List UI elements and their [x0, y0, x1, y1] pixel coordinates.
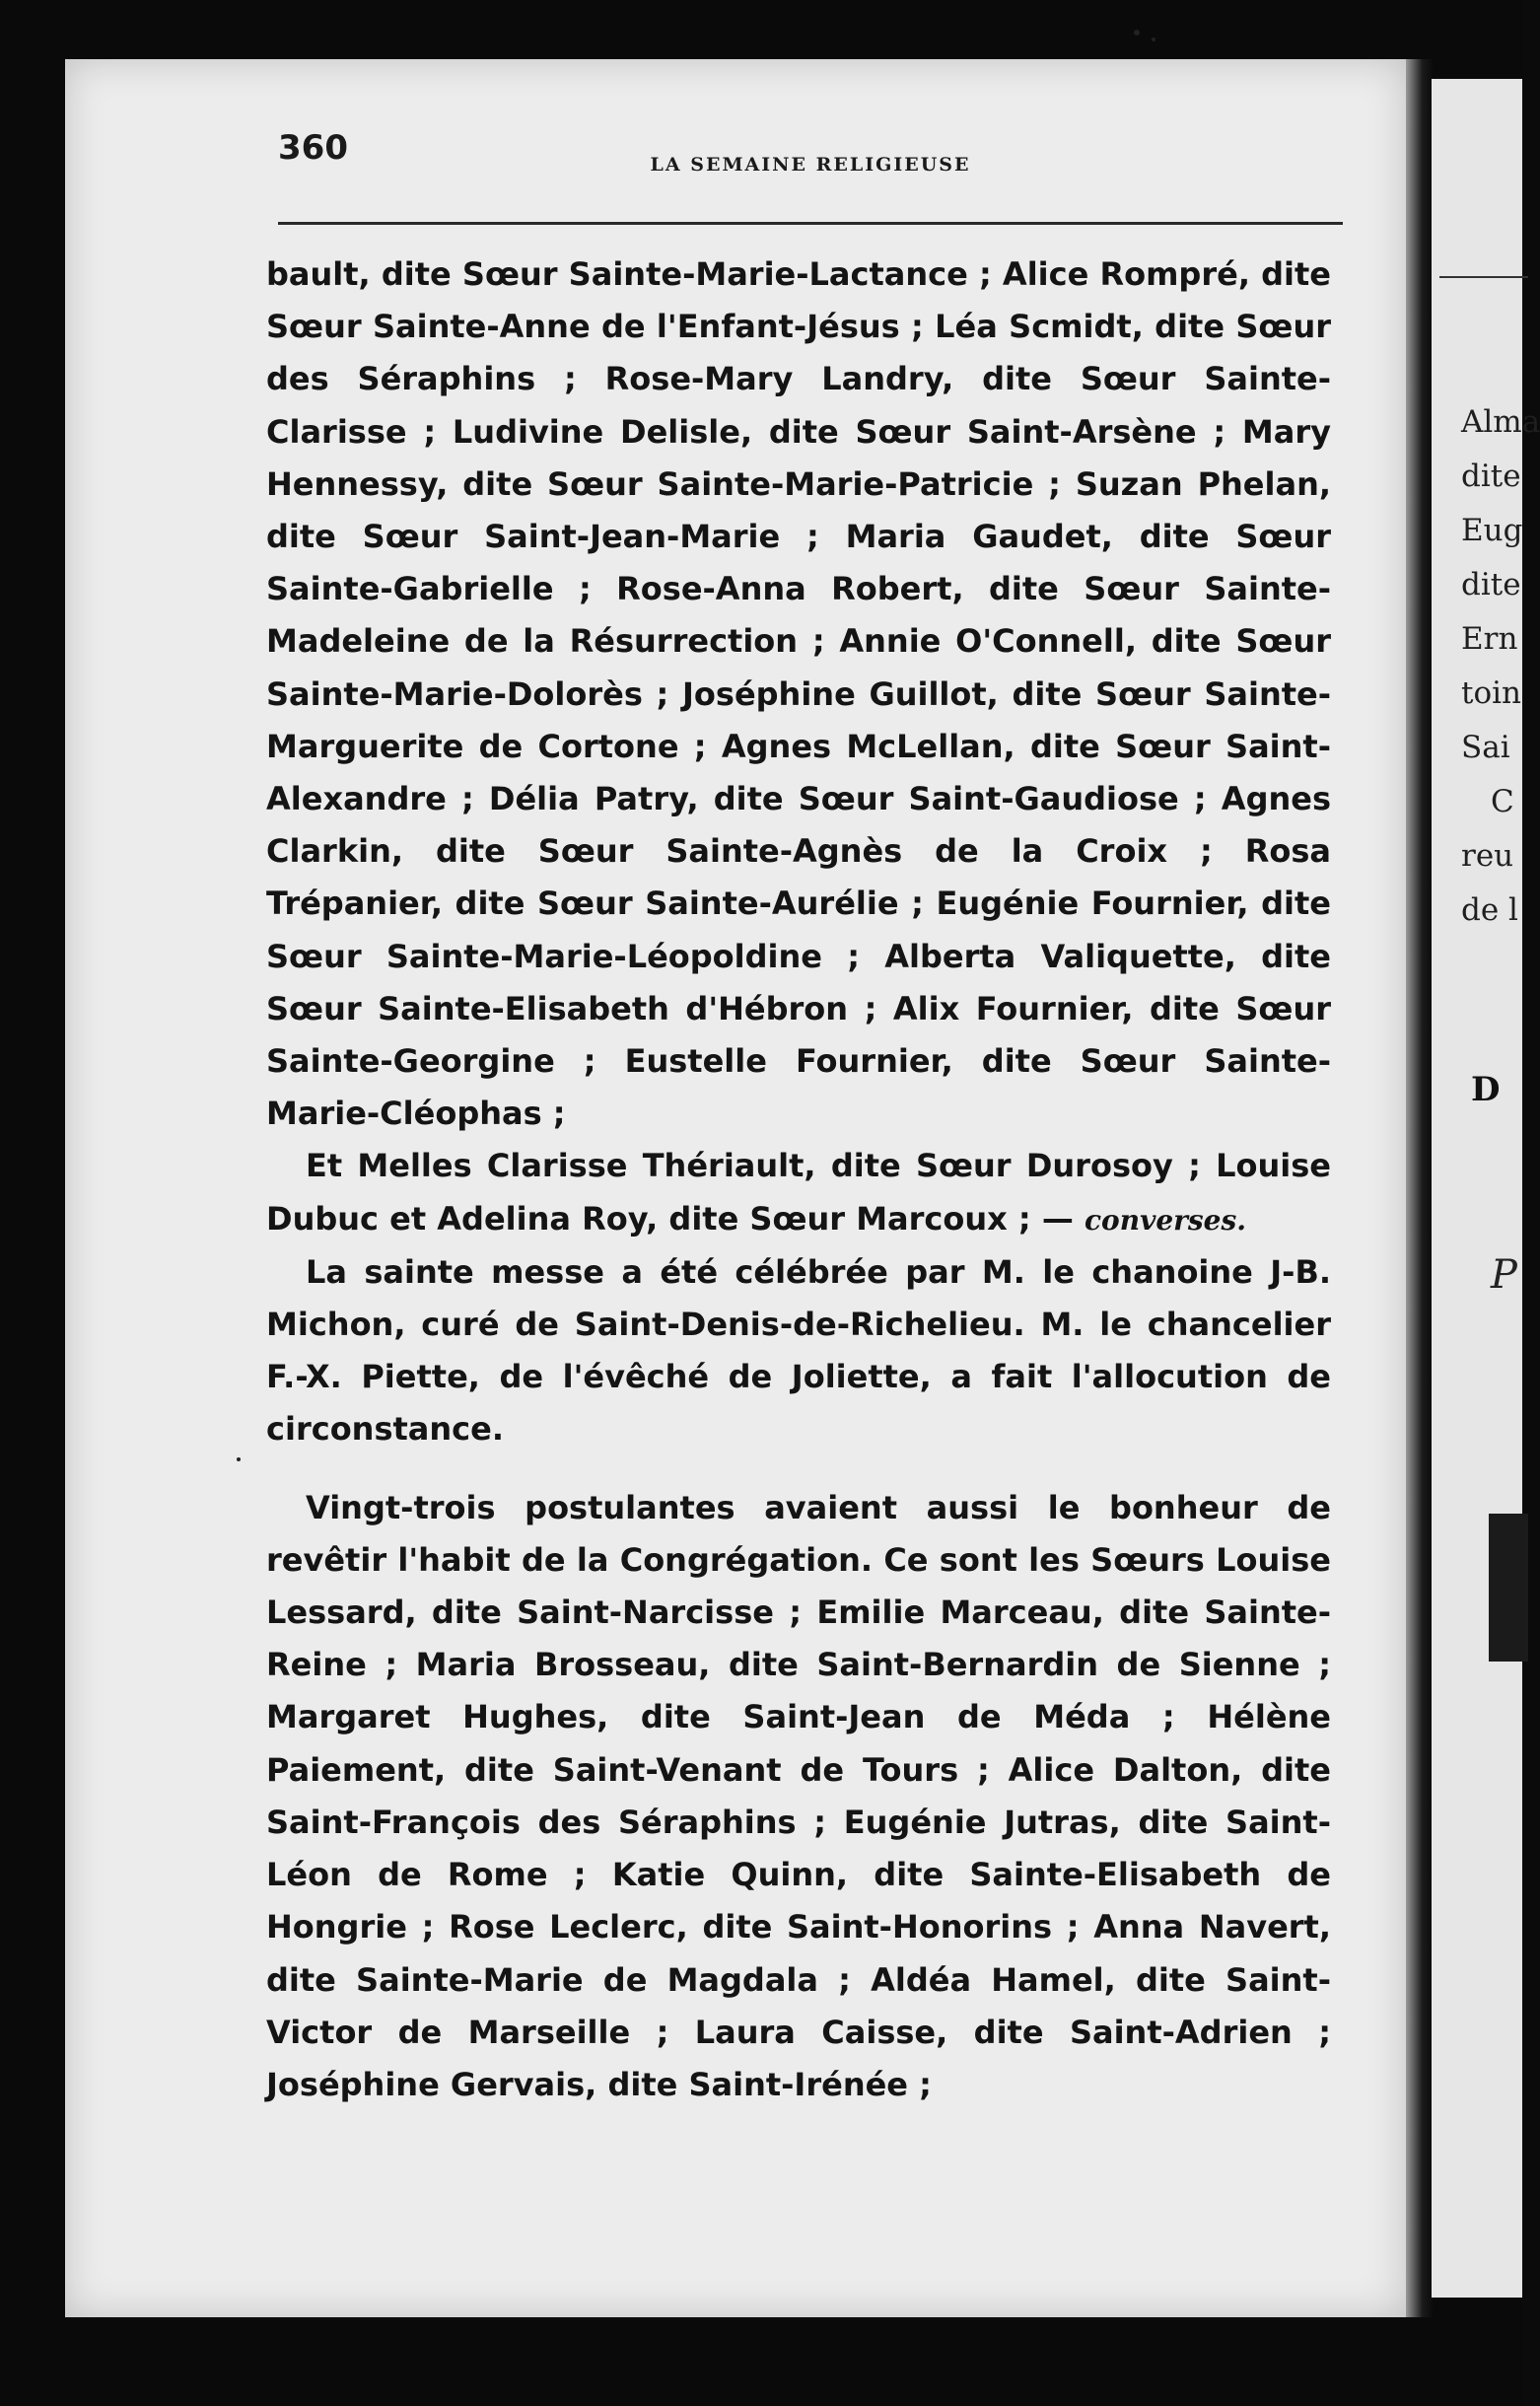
facing-page: [1432, 79, 1540, 2298]
body-text: [266, 248, 1331, 2111]
running-head: LA SEMAINE RELIGIEUSE: [650, 154, 971, 176]
facing-block: [1489, 1514, 1528, 1662]
paragraph-4: Vingt-trois postulantes avaient aussi le bonheur de revêtir l'habit de la Congrégation. Ce sont les Sœurs Louise Lessard, dite Saint-Narcisse ; Emilie Marceau, dite Sainte-Reine ; Maria Brosseau, dite Saint-Bernardin de Sienne ; Margaret Hughes, dite Saint-Jean de Méda ; Hélène Paiement, dite Saint-Venant de Tours ; Alice Dalton, dite Saint-François des Séraphins ; Eugénie Jutras, dite Saint-Léon de Rome ; Katie Quinn, dite Sainte-Elisabeth de Hongrie ; Rose Leclerc, dite Saint-Honorins ; Anna Navert, dite Sainte-Marie de Magdala ; Aldéa Hamel, dite Saint-Victor de Marseille ; Laura Caisse, dite Saint-Adrien ; Joséphine Gervais, dite Saint-Irénée ;: [266, 1488, 1331, 2103]
facing-line: de l: [1461, 892, 1518, 928]
facing-line: dite: [1461, 459, 1521, 494]
paragraph-2-italic: converses.: [1085, 1203, 1247, 1237]
facing-line: reu: [1461, 838, 1514, 874]
scan-speck: [237, 1457, 241, 1461]
scan-speck: [1134, 30, 1140, 35]
facing-line: C: [1491, 784, 1514, 819]
paragraph-2-text: Et Melles Clarisse Thériault, dite Sœur Durosoy ; Louise Dubuc et Adelina Roy, dite Sœur Marcoux ; —: [266, 1147, 1331, 1238]
scan-speck: [1152, 37, 1155, 41]
facing-line: Ern: [1461, 621, 1518, 657]
header-rule: [278, 222, 1343, 225]
facing-line: toin: [1461, 675, 1522, 711]
facing-line: Eug: [1461, 513, 1523, 548]
facing-heading: D: [1471, 1070, 1501, 1109]
page-number: 360: [278, 128, 348, 168]
paragraph-2: [266, 1140, 1331, 1245]
paragraph-3: La sainte messe a été célébrée par M. le chanoine J-B. Michon, curé de Saint-Denis-de-Richelieu. M. le chancelier F.-X. Piette, de l'évêché de Joliette, a fait l'allocution de circonstance.: [266, 1252, 1331, 1449]
facing-rule: [1439, 276, 1528, 278]
facing-line: Sai: [1461, 730, 1510, 765]
paragraph-gap: [266, 1456, 1331, 1482]
book-gutter: [1406, 59, 1434, 2317]
facing-line: dite: [1461, 567, 1521, 602]
facing-italic: P: [1491, 1252, 1517, 1298]
paragraph-1: bault, dite Sœur Sainte-Marie-Lactance ; Alice Rompré, dite Sœur Sainte-Anne de l'Enfant-Jésus ; Léa Scmidt, dite Sœur des Séraphins ; Rose-Mary Landry, dite Sœur Sainte-Clarisse ; Ludivine Delisle, dite Sœur Saint-Arsène ; Mary Hennessy, dite Sœur Sainte-Marie-Patricie ; Suzan Phelan, dite Sœur Saint-Jean-Marie ; Maria Gaudet, dite Sœur Sainte-Gabrielle ; Rose-Anna Robert, dite Sœur Sainte-Madeleine de la Résurrection ; Annie O'Connell, dite Sœur Sainte-Marie-Dolorès ; Joséphine Guillot, dite Sœur Sainte-Marguerite de Cortone ; Agnes McLellan, dite Sœur Saint-Alexandre ; Délia Patry, dite Sœur Saint-Gaudiose ; Agnes Clarkin, dite Sœur Sainte-Agnès de la Croix ; Rosa Trépanier, dite Sœur Sainte-Aurélie ; Eugénie Fournier, dite Sœur Sainte-Marie-Léopoldine ; Alberta Valiquette, dite Sœur Sainte-Elisabeth d'Hébron ; Alix Fournier, dite Sœur Sainte-Georgine ; Eustelle Fournier, dite Sœur Sainte-Marie-Cléophas ;: [266, 255, 1331, 1133]
facing-line: Alma: [1461, 404, 1540, 440]
page-header: [278, 128, 1343, 197]
